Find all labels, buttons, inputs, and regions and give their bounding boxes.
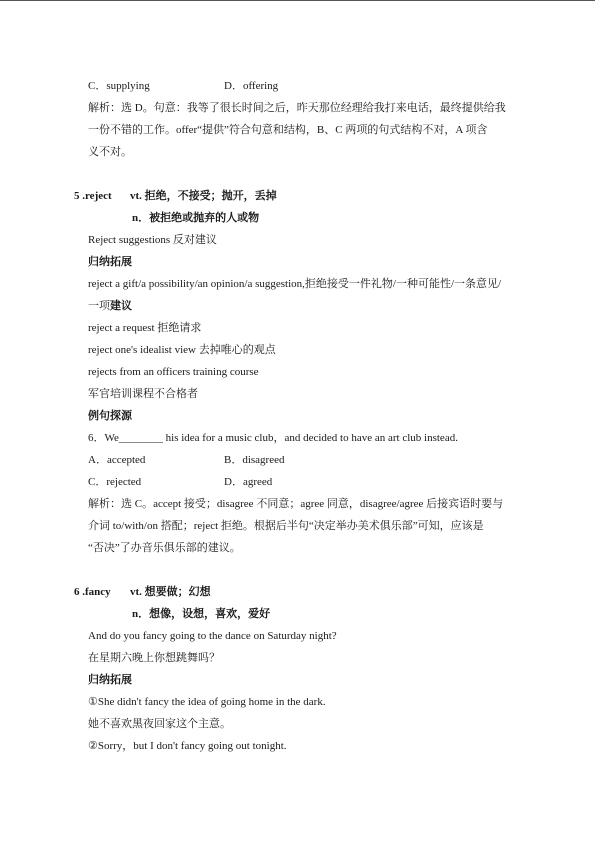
reject-entry-header (74, 189, 374, 203)
prev-option-d: D．offering (224, 80, 279, 92)
fancy-headword: 6 .fancy (74, 586, 111, 598)
fancy-expand-heading: 归纳拓展 (88, 674, 132, 686)
reject-analysis-line: 解析：选 C。accept 接受；disagree 不同意；agree 同意，disagree/agree 后接宾语时要与 (88, 498, 504, 510)
reject-option-a: A．accepted (88, 454, 146, 466)
reject-expand-line-2 (88, 299, 132, 313)
reject-expand-plain: 一项 (88, 300, 110, 312)
reject-phrase: rejects from an officers training course (88, 366, 259, 378)
prev-analysis-line: 一份不错的工作。offer“提供”符合句意和结构，B、C 两项的句式结构不对，A 项含 (88, 124, 488, 136)
fancy-expand-item: ①She didn't fancy the idea of going home in the dark. (88, 696, 326, 708)
reject-phrase: 军官培训课程不合格者 (88, 388, 198, 400)
fancy-example-zh: 在星期六晚上你想跳舞吗？ (88, 652, 220, 664)
reject-vt-definition: vt. 拒绝，不接受；抛开，丢掉 (130, 190, 277, 202)
reject-sentence-heading: 例句探源 (88, 410, 132, 422)
page-top-border (0, 0, 595, 1)
fancy-entry-header (74, 585, 374, 599)
reject-question: 6．We________ his idea for a music club，and decided to have an art club instead. (88, 432, 458, 444)
reject-phrase: reject one's idealist view 去掉唯心的观点 (88, 344, 276, 356)
reject-analysis-line: “否决”了办音乐俱乐部的建议。 (88, 542, 241, 554)
reject-example: Reject suggestions 反对建议 (88, 234, 217, 246)
fancy-n-definition: n．想像，设想，喜欢，爱好 (132, 608, 271, 620)
reject-headword: 5 .reject (74, 190, 112, 202)
fancy-expand-item: ②Sorry，but I don't fancy going out tonight. (88, 740, 287, 752)
reject-n-definition: n．被拒绝或抛弃的人或物 (132, 212, 260, 224)
reject-option-b: B．disagreed (224, 454, 285, 466)
prev-analysis-line: 解析：选 D。句意：我等了很长时间之后，昨天那位经理给我打来电话，最终提供给我 (88, 102, 506, 114)
reject-expand-heading: 归纳拓展 (88, 256, 132, 268)
reject-expand-line: reject a gift/a possibility/an opinion/a suggestion,拒绝接受一件礼物/一种可能性/一条意见/ (88, 278, 502, 290)
reject-option-c: C．rejected (88, 476, 142, 488)
prev-option-c: C．supplying (88, 80, 150, 92)
fancy-vt-definition: vt. 想要做；幻想 (130, 586, 211, 598)
prev-analysis-line: 义不对。 (88, 146, 132, 158)
reject-expand-bold: 建议 (110, 300, 132, 312)
reject-analysis-line: 介词 to/with/on 搭配；reject 拒绝。根据后半句“决定举办美术俱乐部”可知，应该是 (88, 520, 484, 532)
fancy-expand-item: 她不喜欢黑夜回家这个主意。 (88, 718, 231, 730)
fancy-example-en: And do you fancy going to the dance on Saturday night? (88, 630, 337, 642)
reject-phrase: reject a request 拒绝请求 (88, 322, 202, 334)
reject-option-d: D．agreed (224, 476, 273, 488)
